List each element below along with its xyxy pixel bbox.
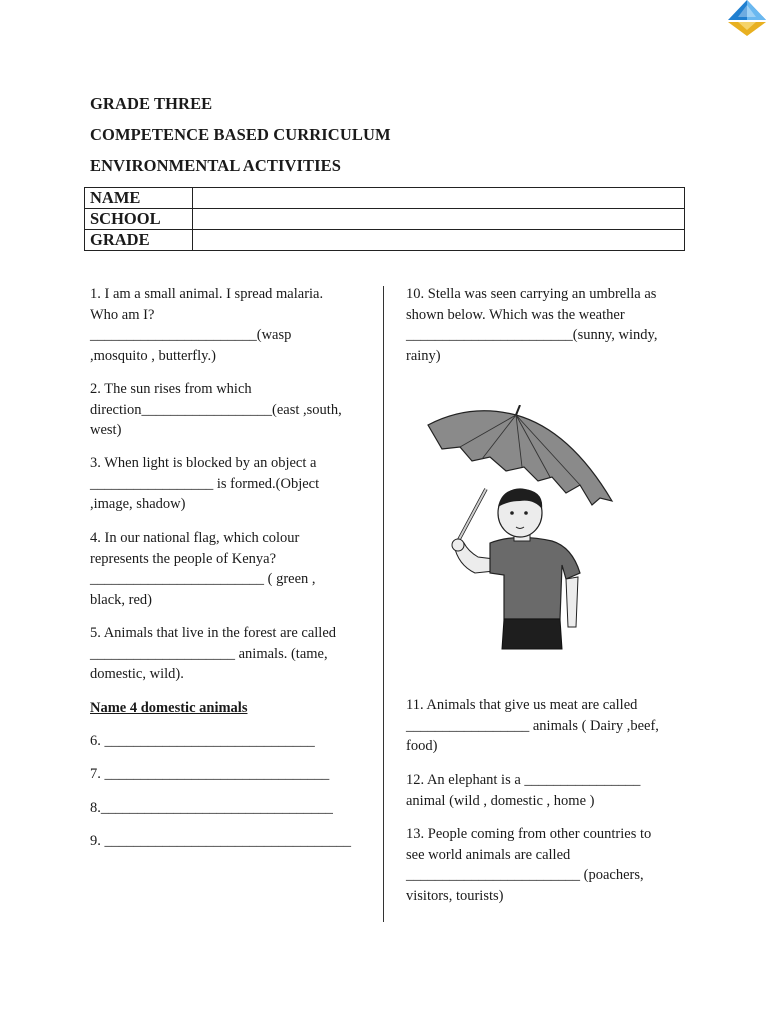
question-5-line: 5. Animals that live in the forest are called xyxy=(90,625,337,641)
question-10-line: rainy) xyxy=(406,347,441,364)
question-12 xyxy=(406,770,640,811)
question-9: 9. __________________________________ xyxy=(90,833,351,849)
school-label: SCHOOL xyxy=(85,209,193,230)
column-divider xyxy=(383,286,384,922)
name-label: NAME xyxy=(85,188,193,209)
question-5-line: domestic, wild). xyxy=(90,666,184,683)
grade-heading: GRADE THREE xyxy=(90,94,213,113)
question-3-line: 3. When light is blocked by an object a xyxy=(90,455,317,471)
question-1-line: Who am I? xyxy=(90,306,155,323)
question-6: 6. _____________________________ xyxy=(90,733,315,749)
question-1 xyxy=(90,284,323,366)
name-field[interactable] xyxy=(193,188,685,209)
question-1-line: 1. I am a small animal. I spread malaria. xyxy=(90,286,324,302)
question-1-line: ,mosquito , butterfly.) xyxy=(90,347,216,364)
question-13-line: 13. People coming from other countries to xyxy=(406,826,652,842)
question-11-line: _________________ animals ( Dairy ,beef, xyxy=(406,717,659,734)
question-4-line: represents the people of Kenya? xyxy=(90,550,277,567)
curriculum-heading: COMPETENCE BASED CURRICULUM xyxy=(90,125,391,144)
question-11-line: 11. Animals that give us meat are called xyxy=(406,697,638,713)
question-5 xyxy=(90,623,336,685)
question-3 xyxy=(90,453,319,515)
question-4-line: black, red) xyxy=(90,591,152,608)
question-2-line: direction__________________(east ,south, xyxy=(90,401,342,418)
question-11 xyxy=(406,695,659,757)
grade-field[interactable] xyxy=(193,230,685,251)
publisher-logo-icon xyxy=(724,0,768,40)
school-field[interactable] xyxy=(193,209,685,230)
question-5-line: ____________________ animals. (tame, xyxy=(90,645,328,662)
question-4-line: 4. In our national flag, which colour xyxy=(90,530,300,546)
question-3-line: _________________ is formed.(Object xyxy=(90,475,320,492)
question-12-line: animal (wild , domestic , home ) xyxy=(406,792,595,809)
question-13-line: visitors, tourists) xyxy=(406,887,504,904)
subject-heading: ENVIRONMENTAL ACTIVITIES xyxy=(90,156,342,175)
domestic-animals-section-title: Name 4 domestic animals xyxy=(90,700,248,716)
question-4-line: ________________________ ( green , xyxy=(90,571,316,588)
question-10-line: _______________________(sunny, windy, xyxy=(406,327,658,344)
question-2-line: 2. The sun rises from which xyxy=(90,381,252,397)
question-10 xyxy=(406,284,657,366)
question-2-line: west) xyxy=(90,422,122,439)
grade-label: GRADE xyxy=(85,230,193,251)
question-11-line: food) xyxy=(406,738,438,755)
question-8: 8.________________________________ xyxy=(90,800,333,816)
boy-head xyxy=(498,489,542,537)
question-3-line: ,image, shadow) xyxy=(90,496,186,513)
question-13 xyxy=(406,824,651,906)
name-row xyxy=(85,188,685,209)
question-12-line: 12. An elephant is a ________________ xyxy=(406,772,641,788)
question-4 xyxy=(90,528,316,610)
question-2 xyxy=(90,379,342,441)
school-row xyxy=(85,209,685,230)
question-10-line: 10. Stella was seen carrying an umbrella as xyxy=(406,286,657,302)
question-7: 7. _______________________________ xyxy=(90,766,330,782)
grade-row xyxy=(85,230,685,251)
question-1-line: _______________________(wasp xyxy=(90,327,292,344)
question-13-line: see world animals are called xyxy=(406,846,571,863)
question-10-line: shown below. Which was the weather xyxy=(406,306,625,323)
boy-with-umbrella-illustration xyxy=(420,405,620,651)
student-info-table xyxy=(84,187,685,251)
question-13-line: ________________________ (poachers, xyxy=(406,867,644,884)
